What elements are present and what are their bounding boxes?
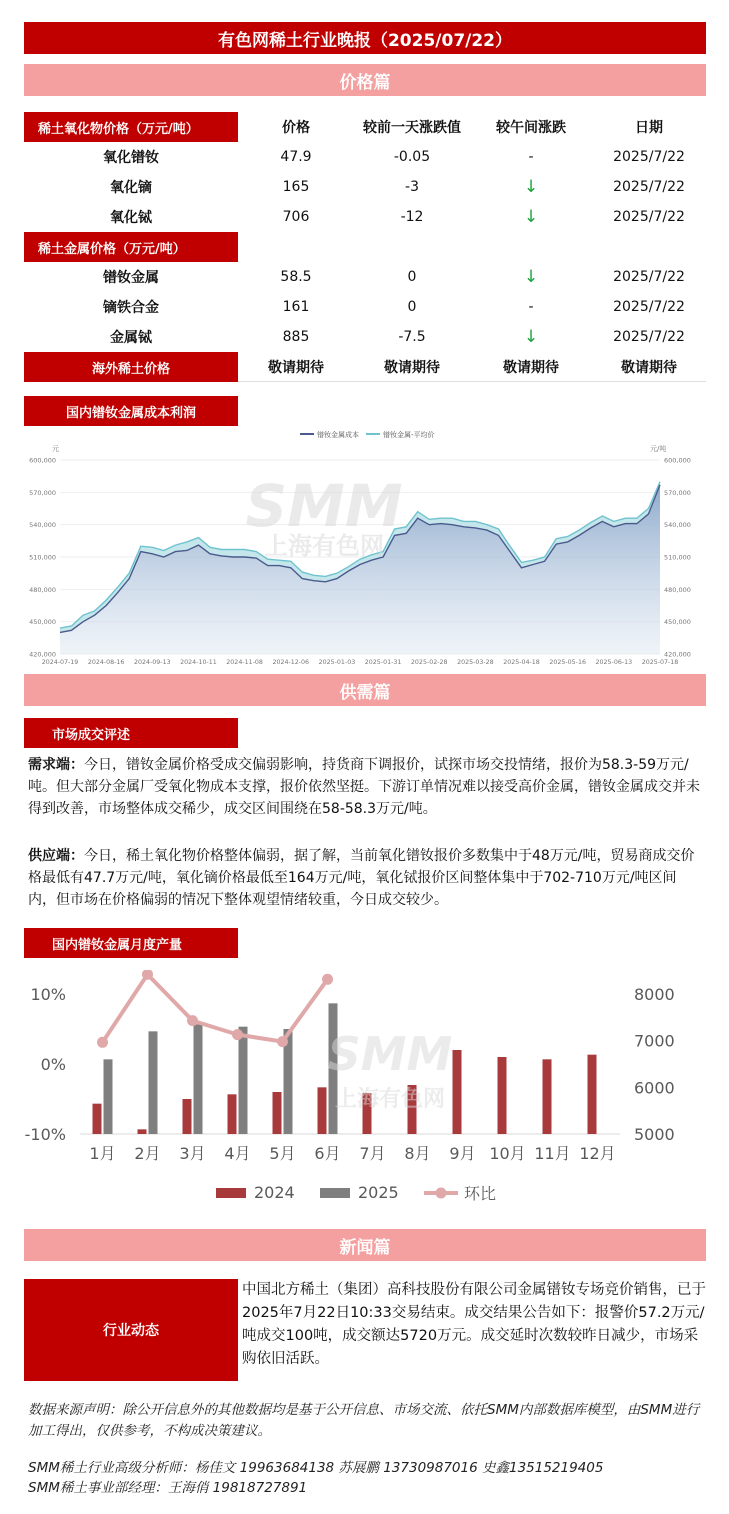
demand-text: 今日，镨钕金属价格受成交偏弱影响，持货商下调报价，试探市场交投情绪，报价为58.3-59万元/吨。但大部分金属厂受氧化物成本支撑，报价依然坚挺。下游订单情况难以接受高价金属，镨钕金属成交并未得到改善，市场整体成交稀少，成交区间围绕在58-58.3万元/吨。 [28, 757, 700, 817]
x-tick: 4月 [224, 1144, 251, 1163]
table-row: 氧化铽 706 -12 ↓ 2025/7/22 [24, 202, 706, 232]
demand-paragraph [28, 754, 704, 820]
x-tick: 2月 [134, 1144, 161, 1163]
table-row: 镨钕金属 58.5 0 ↓ 2025/7/22 [24, 262, 706, 292]
x-tick: 6月 [314, 1144, 341, 1163]
y-tick-right: 450,000 [664, 618, 691, 627]
y-tick-right: 600,000 [664, 456, 691, 465]
cost-chart-tag: 国内镨钕金属成本利润 [24, 396, 238, 426]
down-arrow-icon: ↓ [523, 177, 539, 197]
mom-point [232, 1029, 243, 1040]
x-tick: 2025-04-18 [503, 659, 540, 666]
x-tick: 2025-01-31 [364, 659, 402, 666]
y-tick-right: 510,000 [664, 553, 691, 562]
x-tick: 2024-07-19 [41, 659, 79, 666]
y-tick-right: 5000 [634, 1125, 675, 1144]
bar-2024 [453, 1050, 462, 1134]
supply-label: 供应端： [28, 848, 84, 864]
watermark-logo: SMM [245, 472, 403, 540]
manager: SMM稀土事业部经理：王海俏 19818727891 [28, 1480, 308, 1496]
x-tick: 9月 [449, 1144, 476, 1163]
x-tick: 2025-01-03 [318, 659, 356, 666]
bar-2025 [104, 1059, 113, 1134]
y-tick-right: 480,000 [664, 585, 691, 594]
y-tick-left: 540,000 [29, 521, 56, 530]
section-news: 新闻篇 [24, 1229, 706, 1261]
x-tick: 2025-05-16 [549, 659, 586, 666]
price-table-header [24, 112, 706, 142]
bar-2025 [194, 1024, 203, 1134]
x-tick: 12月 [579, 1144, 616, 1163]
cost-profit-chart [24, 426, 706, 670]
bar-2024 [183, 1099, 192, 1134]
x-tick: 2025-06-13 [595, 659, 633, 666]
table-row: 镝铁合金 161 0 - 2025/7/22 [103, 299, 685, 316]
legend-swatch-mom-dot [436, 1188, 447, 1199]
news-tag: 行业动态 [24, 1279, 238, 1381]
y-tick-right: 6000 [634, 1078, 675, 1098]
legend-swatch-2024 [216, 1188, 246, 1198]
x-tick: 2024-12-06 [272, 659, 310, 666]
metal-category-row [24, 232, 706, 262]
x-tick: 11月 [534, 1144, 571, 1163]
y-tick-right: 540,000 [664, 521, 691, 530]
legend-2024: 2024 [254, 1183, 295, 1202]
bar-2025 [239, 1027, 248, 1134]
y-tick-right: 420,000 [664, 650, 691, 659]
news-row [24, 1279, 706, 1381]
metal-category-label: 稀土金属价格（万元/吨） [24, 232, 238, 262]
x-tick: 2024-08-16 [87, 659, 125, 666]
overseas-row: 海外稀土价格 敬请期待 敬请期待 敬请期待 敬请期待 [24, 352, 706, 382]
y-tick-left: 480,000 [29, 585, 56, 594]
x-tick: 10月 [489, 1144, 526, 1163]
section-supply-demand: 供需篇 [24, 674, 706, 706]
col-date: 日期 [635, 120, 663, 136]
down-arrow-icon: ↓ [523, 207, 539, 227]
table-row: 金属铽 885 -7.5 ↓ 2025/7/22 [24, 322, 706, 352]
x-tick: 5月 [269, 1144, 296, 1163]
x-tick: 8月 [404, 1144, 431, 1163]
y-tick-right: 7000 [634, 1031, 675, 1051]
watermark-logo: SMM [327, 1027, 453, 1081]
supply-text: 今日，稀土氧化物价格整体偏弱，据了解，当前氧化镨钕报价多数集中于48万元/吨，贸易商成交价格最低有47.7万元/吨，氧化镝价格最低至164万元/吨，氧化铽报价区间整体集中于702-710万元/吨区间内，但市场在价格偏弱的情况下整体观望情绪较重，今日成交较少。 [28, 848, 695, 908]
table-row: 氧化镝 165 -3 ↓ 2025/7/22 [24, 172, 706, 202]
bar-2024 [318, 1087, 327, 1134]
x-tick: 3月 [179, 1144, 206, 1163]
y-tick-left: 10% [30, 985, 66, 1004]
col-noon: 较午间涨跌 [496, 120, 566, 136]
mom-point [187, 1015, 198, 1026]
bar-2024 [273, 1092, 282, 1134]
overseas-label: 海外稀土价格 [24, 352, 238, 382]
legend-mom: 环比 [464, 1184, 497, 1203]
y-tick-left: 600,000 [29, 456, 56, 465]
x-tick: 2024-10-11 [180, 659, 217, 666]
y-tick-left: 450,000 [29, 618, 56, 627]
series-mom-line [103, 974, 328, 1042]
bar-2024 [588, 1055, 597, 1134]
y-tick-right: 8000 [634, 985, 675, 1004]
analysts: SMM稀土行业高级分析师：杨佳文 19963684138 苏展鹏 13730987016 史鑫13515219405 [28, 1460, 604, 1476]
x-tick: 1月 [89, 1144, 116, 1163]
news-text: 中国北方稀土（集团）高科技股份有限公司金属镨钕专场竞价销售，已于2025年7月22日10:33交易结束。成交结果公告如下：报警价57.2万元/吨成交100吨，成交额达5720万元。成交延时次数较昨日减少，市场采购依旧活跃。 [242, 1282, 706, 1367]
price-table [24, 112, 706, 382]
disclaimer: 数据来源声明：除公开信息外的其他数据均是基于公开信息、市场交流、依托SMM内部数据库模型，由SMM进行加工得出，仅供参考，不构成决策建议。 [28, 1402, 700, 1439]
watermark-text: 上海有色网 [264, 532, 384, 560]
col-price: 价格 [282, 120, 310, 136]
table-row: 氧化镨钕 47.9 -0.05 - 2025/7/22 [103, 149, 685, 166]
monthly-output-chart [24, 970, 706, 1210]
section-price: 价格篇 [24, 64, 706, 96]
legend-2025: 2025 [358, 1183, 399, 1202]
bar-2024 [498, 1057, 507, 1134]
down-arrow-icon: ↓ [523, 267, 539, 287]
x-tick: 2025-03-28 [457, 659, 494, 666]
down-arrow-icon: ↓ [523, 327, 539, 347]
y-tick-left: -10% [24, 1125, 66, 1144]
y-tick-left: 0% [40, 1055, 66, 1074]
bar-2025 [149, 1031, 158, 1134]
bar-2024 [138, 1129, 147, 1134]
legend-cost: 镨钕金属成本 [317, 431, 359, 439]
report-title: 有色网稀土行业晚报（2025/07/22） [24, 22, 706, 54]
bar-2024 [93, 1104, 102, 1134]
supply-paragraph [28, 845, 704, 911]
x-tick: 2024-11-08 [226, 659, 263, 666]
x-tick: 7月 [359, 1144, 386, 1163]
col-change: 较前一天涨跌值 [363, 120, 461, 136]
y-unit-left: 元 [52, 445, 59, 453]
y-tick-left: 510,000 [29, 553, 56, 562]
mom-point [97, 1037, 108, 1048]
y-tick-right: 570,000 [664, 488, 691, 497]
x-tick: 2025-07-18 [641, 659, 679, 666]
market-review-tag: 市场成交评述 [24, 718, 238, 748]
demand-label: 需求端： [28, 757, 84, 773]
y-tick-left: 570,000 [29, 488, 56, 497]
y-tick-left: 420,000 [29, 650, 56, 659]
mom-point [277, 1036, 288, 1047]
output-chart-tag: 国内镨钕金属月度产量 [24, 928, 238, 958]
mom-point [322, 974, 333, 985]
bar-2024 [543, 1059, 552, 1134]
watermark-text: 上海有色网 [334, 1087, 446, 1112]
oxide-category-label: 稀土氧化物价格（万元/吨） [24, 112, 238, 142]
x-tick: 2025-02-28 [410, 659, 448, 666]
legend-swatch-2025 [320, 1188, 350, 1198]
bar-2024 [228, 1094, 237, 1134]
x-tick: 2024-09-13 [134, 659, 171, 666]
legend-avg: 镨钕金属-平均价 [383, 431, 435, 439]
y-unit-right: 元/吨 [650, 445, 667, 453]
